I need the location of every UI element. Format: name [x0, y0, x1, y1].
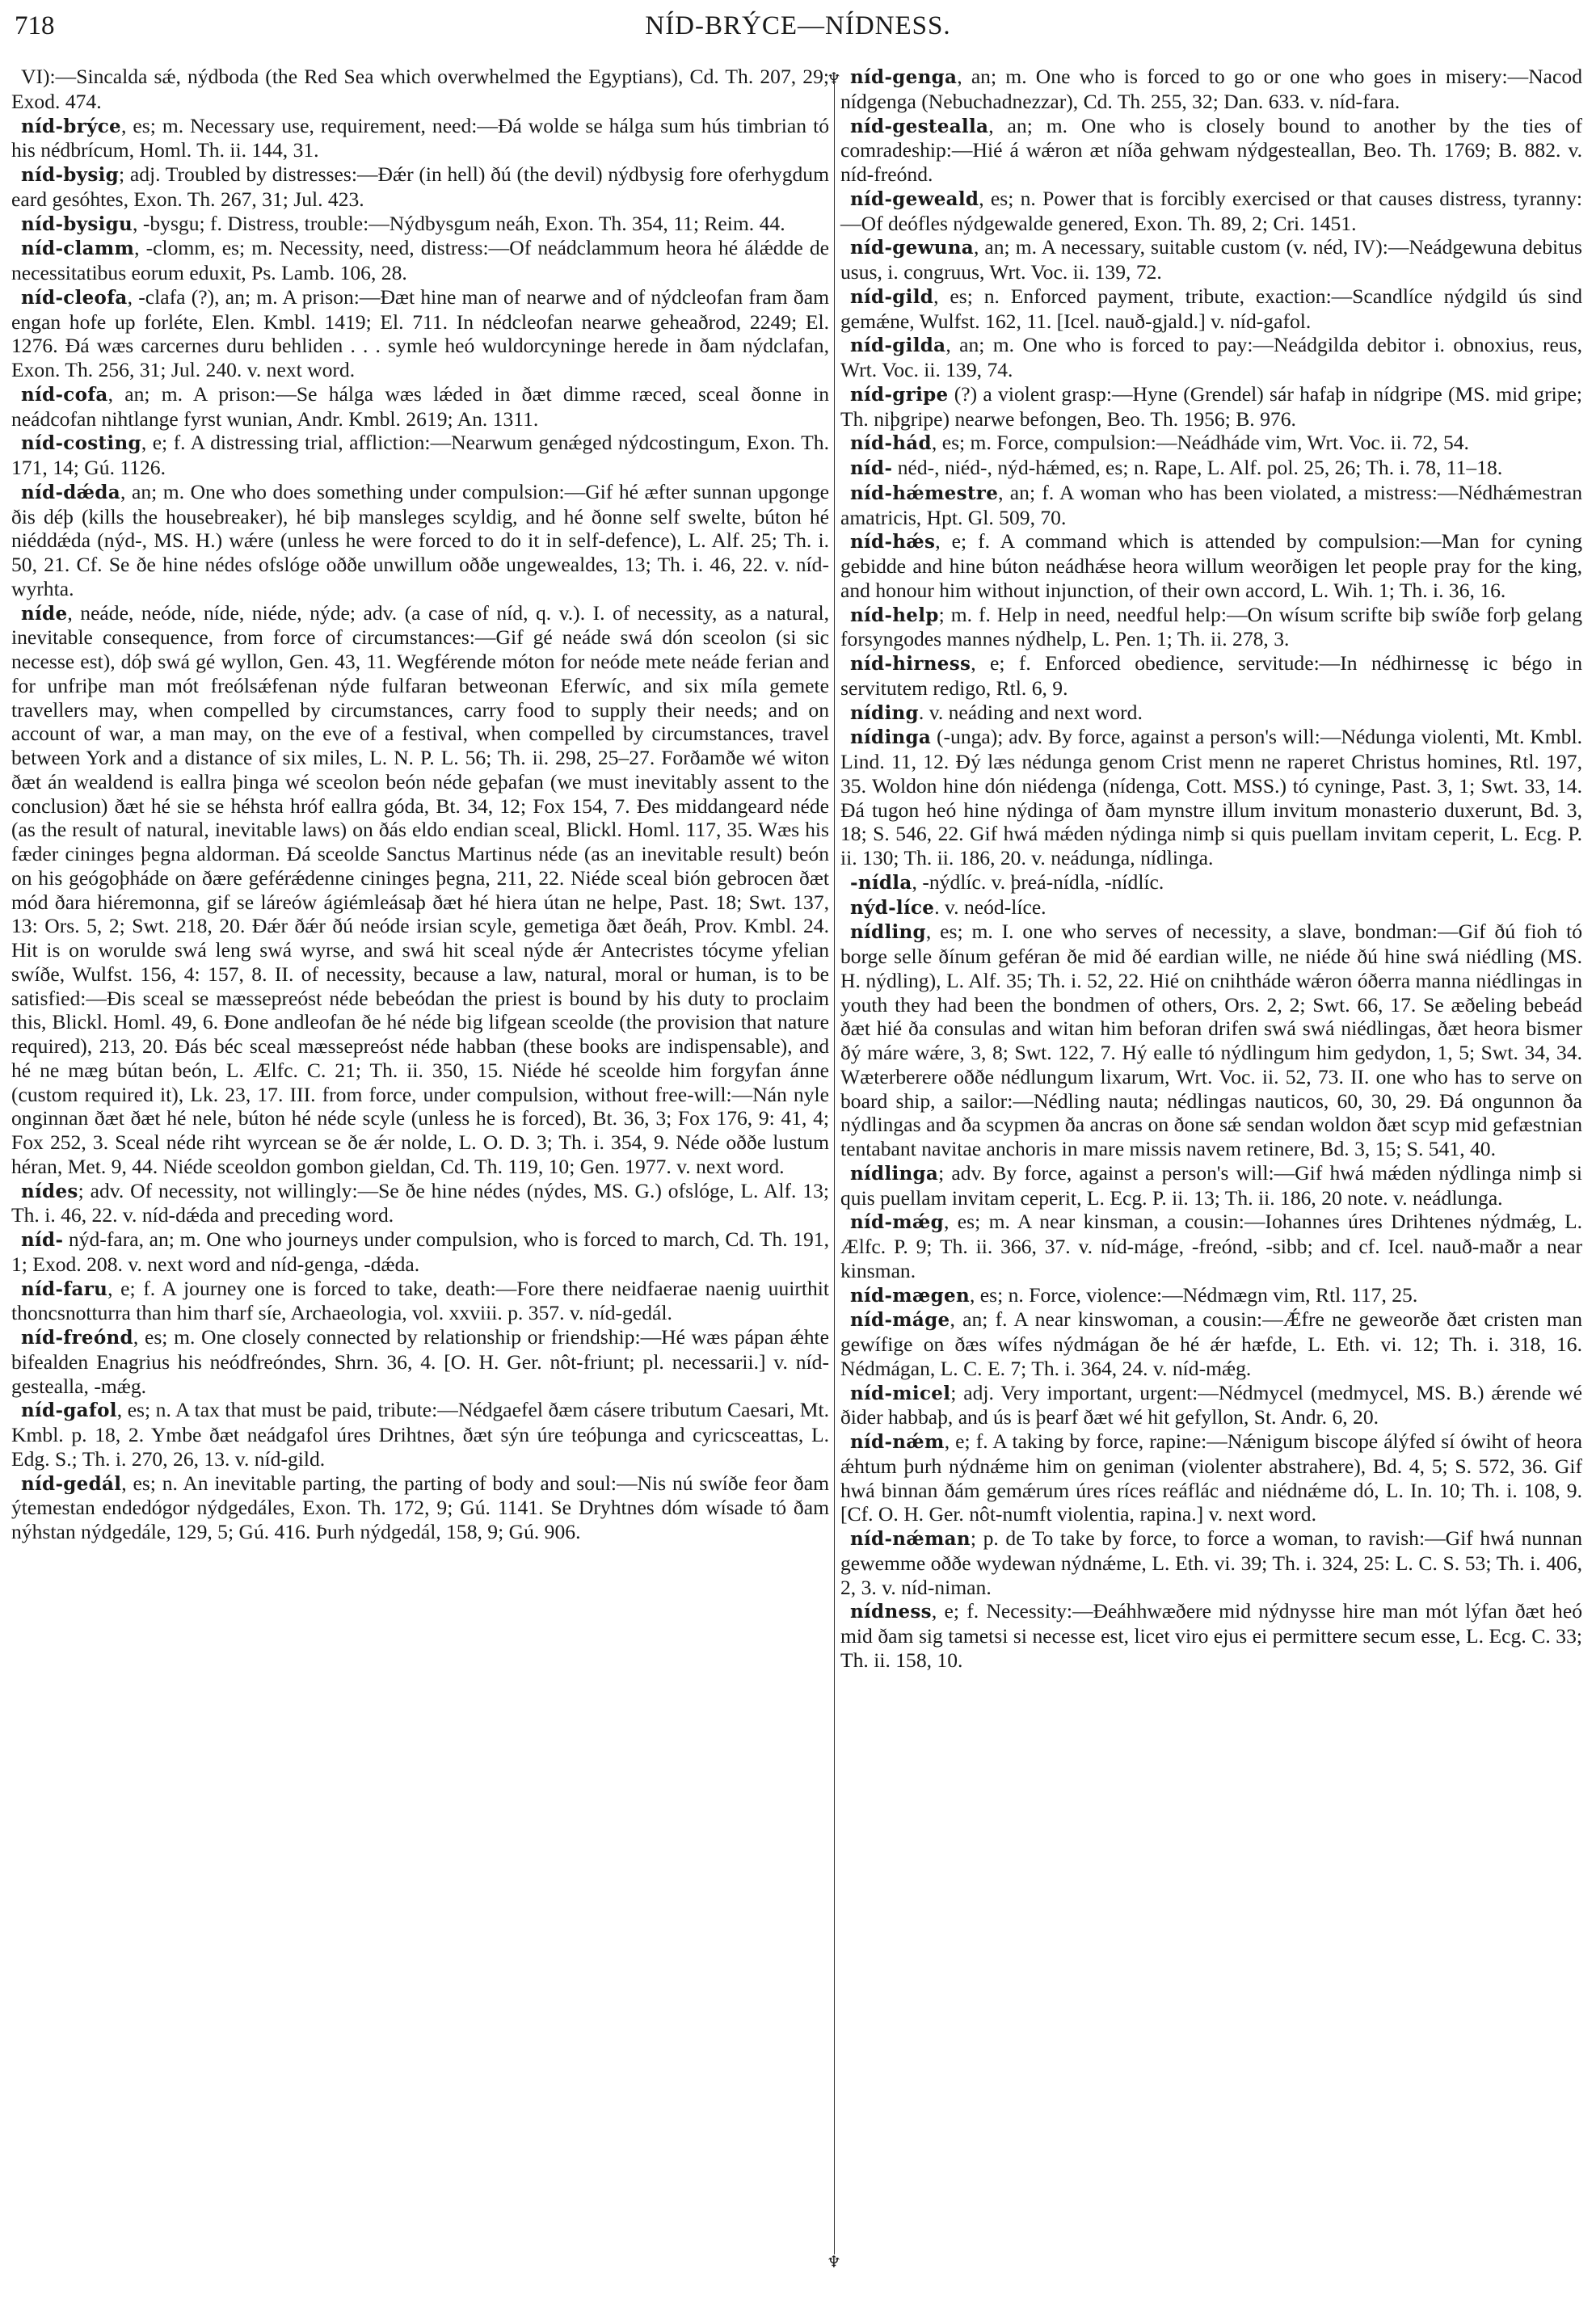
column-ornament-top-icon: ♆	[827, 70, 841, 88]
entry-headword: níd-hǽmestre	[850, 482, 999, 504]
running-title: NÍD-BRÝCE—NÍDNESS.	[645, 11, 951, 40]
entry-headword: níd-bysig	[21, 164, 120, 186]
entry-headword: níd-gestealla	[850, 115, 989, 137]
entry-headword: níd-faru	[21, 1278, 108, 1300]
entry-definition: , an; m. A necessary, suitable custom (v. néd, IV):—Neádgewuna debitus usus, i. congruus, Wrt. Voc. ii. 139, 72.	[840, 235, 1582, 284]
page-header	[15, 11, 1581, 47]
dictionary-entry	[11, 1325, 829, 1398]
entry-headword: níd-genga	[850, 66, 958, 88]
entry-headword: níd-cleofa	[21, 286, 128, 309]
entry-definition: , e; f. A journey one is forced to take, death:—Fore there neidfaerae naenig uuirthit thoncsnotturra than him tharf síe, Archaeologia, vol. xxviii. p. 357. v. níd-gedál.	[11, 1276, 829, 1325]
dictionary-entry	[840, 529, 1582, 602]
entry-definition: , -bysgu; f. Distress, trouble:—Nýdbysgum neáh, Exon. Th. 354, 11; Reim. 44.	[133, 211, 785, 235]
entry-definition: ; adj. Troubled by distresses:—Ðǽr (in hell) ðú (the devil) nýdbysig fore oferhygdum eard gesóhtes, Exon. Th. 267, 31; Jul. 423.	[11, 162, 829, 211]
dictionary-entry	[840, 920, 1582, 1161]
dictionary-entry	[11, 601, 829, 1179]
entry-definition: (?) a violent grasp:—Hyne (Grendel) sár hafaþ in nídgripe (MS. mid gripe; Th. niþgripe) nearwe befongen, Beo. Th. 1956; B. 976.	[840, 381, 1582, 431]
entry-definition: ; adv. Of necessity, not willingly:—Se ðe hine nédes (nýdes, MS. G.) ofslóge, L. Alf. 13; Th. i. 46, 22. v. níd-dǽda and preceding word.	[11, 1178, 829, 1227]
dictionary-entry	[840, 1599, 1582, 1672]
entry-headword: níd-gafol	[21, 1400, 117, 1422]
entry-headword: nídness	[850, 1601, 932, 1623]
dictionary-entry	[840, 1429, 1582, 1526]
entry-headword: níd-gild	[850, 285, 934, 308]
entry-definition: , e; f. Necessity:—Ðeáhhwæðere mid nýdnysse hire man mót lýfan ðæt heó mid ðam sig tametsi si necesse est, licet viro ejus ei permittere secum esse, L. Ecg. C. 33; Th. ii. 158, 10.	[840, 1599, 1582, 1672]
dictionary-entry	[840, 65, 1582, 114]
entry-headword: níd-help	[850, 604, 939, 626]
entry-headword: níd-máge	[850, 1309, 950, 1332]
entry-definition: , an; f. A near kinswoman, a cousin:—Ǽfre ne geweorðe ðæt cristen man gewífige on ðæs wífes nýdmágan ðe hé ǽr hæfde, L. Eth. vi. 12; Th. i. 318, 16. Nédmágan, L. C. E. 7; Th. i. 364, 24. v. níd-mǽg.	[840, 1307, 1582, 1380]
dictionary-entry	[11, 236, 829, 285]
right-column	[840, 65, 1582, 1673]
entry-definition: , es; n. Enforced payment, tribute, exaction:—Scandlíce nýdgild ús sind gemǽne, Wulfst. 162, 11. [Icel. nauð-gjald.] v. níd-gafol.	[840, 284, 1582, 333]
entry-headword: nídlinga	[850, 1162, 939, 1185]
dictionary-entry	[840, 431, 1582, 456]
entry-headword: níd-hǽs	[850, 531, 936, 554]
entry-headword: níd-	[850, 457, 893, 479]
dictionary-entry	[840, 1161, 1582, 1210]
dictionary-entry	[840, 1526, 1582, 1599]
entry-headword: nídling	[850, 921, 926, 944]
entry-definition: , e; f. A distressing trial, affliction:—Nearwum genǽged nýdcostingum, Exon. Th. 171, 14; Gú. 1126.	[11, 431, 829, 479]
dictionary-entry	[840, 114, 1582, 187]
dictionary-entry	[11, 162, 829, 212]
dictionary-entry	[840, 895, 1582, 920]
dictionary-entry	[11, 65, 829, 114]
entry-definition: , e; f. A taking by force, rapine:—Nǽnigum biscope álýfed sí ówiht of heora ǽhtum þurh nýdnǽme him on geniman (violenter abstrahere), Bd. 4, 5; S. 572, 36. Gif hwá binnan ðám gemǽrum úres ríces reáflác and niédnǽme dó, L. In. 10; Th. i. 108, 9. [Cf. O. H. Ger. nôt-numft violentia, rapina.] v. next word.	[840, 1429, 1582, 1526]
dictionary-entry	[840, 481, 1582, 530]
entry-definition: VI):—Sincalda sǽ, nýdboda (the Red Sea which overwhelmed the Egyptians), Cd. Th. 207, 29; Exod. 474.	[11, 65, 829, 113]
entry-headword: níd-geweald	[850, 187, 979, 210]
entry-definition: ; adv. By force, against a person's will:—Gif hwá mǽden nýdlinga nimþ si quis puellam invitam ceperit, L. Ecg. P. ii. 13; Th. ii. 186, 20 note. v. neádlunga.	[840, 1160, 1582, 1210]
entry-definition: , an; m. One who is forced to pay:—Neádgilda debitor i. obnoxius, reus, Wrt. Voc. ii. 139, 74.	[840, 333, 1582, 381]
entry-headword: níd-bysigu	[21, 213, 133, 235]
entry-headword: níde	[21, 602, 68, 625]
page-number: 718	[15, 11, 55, 40]
dictionary-entry	[840, 1283, 1582, 1308]
entry-headword: -nídla	[850, 871, 912, 894]
entry-definition: , e; f. A command which is attended by compulsion:—Man for cyning gebidde and hine búton neádhǽse heora willum weorðigen let people pray for the king, and honour him without injunction, of their own accord, L. Wih. 1; Th. i. 36, 16.	[840, 529, 1582, 602]
dictionary-entry	[11, 114, 829, 163]
entry-definition: , -nýdlíc. v. þreá-nídla, -nídlíc.	[912, 869, 1164, 894]
entry-definition: , an; m. A prison:—Se hálga wæs lǽded in ðæt dimme ræced, sceal ðonne in neádcofan nihtlange fyrst wunian, Andr. Kmbl. 2619; An. 1311.	[11, 381, 829, 431]
dictionary-entry	[840, 333, 1582, 382]
dictionary-entry	[840, 235, 1582, 284]
entry-headword: níd-mǽg	[850, 1211, 945, 1234]
entry-headword: níding	[850, 701, 919, 724]
entry-headword: níd-nǽman	[850, 1528, 971, 1550]
entry-definition: , es; m. A near kinsman, a cousin:—Iohannes úres Drihtenes nýdmǽg, L. Ælfc. P. 9; Th. ii. 366, 37. v. níd-máge, -freónd, -sibb; and cf. Icel. nauð-maðr a near kinsman.	[840, 1210, 1582, 1282]
entry-headword: níd-hirness	[850, 653, 971, 675]
entry-headword: níd-hád	[850, 432, 932, 455]
entry-definition: , neáde, neóde, níde, niéde, nýde; adv. (a case of níd, q. v.). I. of necessity, as a natural, inevitable consequence, from force of circumstances:—Gif gé neáde swá dón sceolon (si sic necesse est), dóþ swá gé wyllon, Gen. 43, 11. Wegférende móton for neóde mete neáde ferian and for unfriþe man mót freólsǽfenan nýde fulfaran betweonan Eferwíc, and six míla gemete travellers may, when compelled by circumstances, carry food to supply their needs; and on account of war, a man may, on the eve of a festival, when compelled by circumstances, travel between York and a distance of six miles, L. N. P. L. 56; Th. ii. 298, 25–27. Forðamðe wé witon ðæt án wealdend is eallra þinga wé sceolon beón néde geþafan (we must inevitably assent to the conclusion) ðæt hé sie se héhsta hróf eallra góda, Bt. 34, 12; Fox 154, 7. Ðes middangeard néde (as the result of natural, inevitable laws) on ðás eldo endian sceal, Blickl. Homl. 117, 35. Wæs his fæder cininges þegna aldorman. Ðá sceolde Sanctus Martinus néde (as an inevitable result) beón on his geógoþháde on ðære geférǽdenne cininges þegna, 211, 22. Niéde sceal bión gebrocen ðæt mód ðara hiéremonna, gif se láreów ágiémleásaþ ðæt hé hiera útan ne helpe, Past. 18; Swt. 137, 13: Ors. 5, 2; Swt. 218, 20. Ðǽr ðǽr ðú neóde irsian scyle, gemetiga ðæt ðeáh, Prov. Kmbl. 24. Hit is on worulde swá leng swá wyrse, and swá hit sceal nýde ǽr Antecristes tócyme yfelian swíðe, Wulfst. 156, 4: 157, 8. II. of necessity, because a law, natural, moral or human, is to be satisfied:—Ðis sceal se mæssepreóst néde bebeódan the priest is bound by his duty to proclaim this, Blickl. Homl. 49, 6. Ðone andleofan ðe hé néde big lifgean sceolde (the provision that nature required), 213, 20. Ðás béc sceal mæssepreóst néde habban (these books are indispensable), and hé ne mæg bútan beón, L. Ælfc. C. 21; Th. ii. 350, 15. Niéde hé sceolde him forgyfan ánne (custom required it), Lk. 23, 17. III. from force, under compulsion, without free-will:—Nán nyle onginnan ðæt ðæt hé nele, búton hé néde scyle (unless he is forced), Bt. 36, 3; Fox 176, 9: 41, 4; Fox 252, 3. Sceal néde riht wyrcean se ðe ǽr nolde, L. O. D. 3; Th. i. 354, 9. Néde oððe lustum héran, Met. 9, 44. Niéde sceoldon gombon gieldan, Cd. Th. 119, 10; Gen. 1977. v. next word.	[11, 600, 829, 1178]
entry-headword: níd-micel	[850, 1382, 951, 1404]
entry-definition: , es; n. Force, violence:—Nédmægn vim, Rtl. 117, 25.	[970, 1282, 1418, 1307]
entry-definition: , -clomm, es; m. Necessity, need, distress:—Of neádclammum heora hé álǽdde de necessitatibus eorum eduxit, Ps. Lamb. 106, 28.	[11, 236, 829, 284]
entry-headword: níd-brýce	[21, 115, 121, 137]
entry-definition: , es; n. A tax that must be paid, tribute:—Nédgaefel ðæm cásere tributum Caesari, Mt. Kmbl. p. 18, 2. Ymbe ðæt neádgafol úres Drihtnes, ðæt sýn úre teóþunga and cyricsceattas, L. Edg. S.; Th. i. 270, 26, 13. v. níd-gild.	[11, 1398, 829, 1471]
entry-headword: níd-costing	[21, 432, 141, 455]
entry-headword: níd-cofa	[21, 383, 108, 406]
dictionary-entry	[11, 1398, 829, 1471]
dictionary-entry	[11, 212, 829, 237]
dictionary-entry	[840, 1381, 1582, 1430]
entry-definition: ; adj. Very important, urgent:—Nédmycel (medmycel, MS. B.) ǽrende wé ðider habbaþ, and ús is þearf ðæt wé hit gefyllon, St. Andr. 6, 20.	[840, 1380, 1582, 1429]
entry-definition: ; m. f. Help in need, needful help:—On wísum scrifte biþ swíðe forþ gelang forsyngodes mannes nýdhelp, L. Pen. 1; Th. ii. 278, 3.	[840, 602, 1582, 651]
column-ornament-bottom-icon: ♆	[827, 2254, 841, 2271]
entry-definition: , es; m. Force, compulsion:—Neádháde vim, Wrt. Voc. ii. 72, 54.	[931, 431, 1469, 455]
entry-headword: nýd-líce	[850, 896, 935, 919]
entry-headword: níd-	[21, 1229, 64, 1251]
dictionary-entry	[11, 382, 829, 431]
dictionary-entry	[11, 480, 829, 601]
entry-definition: , es; m. Necessary use, requirement, need:—Ðá wolde se hálga sum hús timbrian tó his nédbrícum, Homl. Th. ii. 144, 31.	[11, 113, 829, 162]
entry-definition: , es; m. I. one who serves of necessity, a slave, bondman:—Gif ðú fioh tó borge selle ðínum geféran ðe mid ðé eardian wille, ne niéde ðú hine swá niédling (MS. H. nýdling), L. Alf. 35; Th. i. 52, 22. Hié on cnihtháde wǽron óðerra manna niédlingas in youth they had been the bondmen of others, Ors. 2, 2; Swt. 66, 17. Se æðeling bebeád ðæt hié ða consulas and witan him beforan drifen swá swá niédlingas, ðæt heora bismer ðý máre wǽre, 3, 8; Swt. 122, 7. Hý ealle tó nýdlingum him gedydon, 1, 5; Swt. 34, 34. Wæterberere oððe nédlungum lixarum, Wrt. Voc. ii. 52, 73. II. one who has to serve on board ship, a sailor:—Nédling nauta; nédlingas nauticos, 60, 30, 29. Ðá ongunnon ða nýdlingas and ða scypmen ða ancras on ðone sǽ sendan woldon ðæt scyp mid gefæstnian tentabant navitae anchoris in mare missis navem retinere, Bd. 3, 15; S. 541, 40.	[840, 920, 1582, 1160]
dictionary-entry	[11, 431, 829, 480]
entry-headword: níd-gewuna	[850, 237, 974, 259]
entry-headword: níd-gilda	[850, 335, 946, 357]
entry-definition: . v. neód-líce.	[934, 895, 1046, 919]
dictionary-entry	[11, 1227, 829, 1277]
entry-headword: níd-freónd	[21, 1327, 133, 1349]
entry-definition: , an; f. A woman who has been violated, a mistress:—Nédhǽmestran amatricis, Hpt. Gl. 509, 70.	[840, 480, 1582, 529]
entry-definition: ; p. de To take by force, to force a woman, to ravish:—Gif hwá nunnan gewemme oððe wydewan nýdnǽme, L. Eth. vi. 39; Th. i. 324, 25: L. C. S. 53; Th. i. 406, 2, 3. v. níd-niman.	[840, 1526, 1582, 1599]
dictionary-entry	[840, 651, 1582, 701]
entry-headword: níd-mægen	[850, 1284, 970, 1307]
dictionary-entry	[11, 1471, 829, 1544]
entry-headword: nídinga	[850, 726, 932, 749]
entry-definition: , es; m. One closely connected by relationship or friendship:—Hé wæs pápan ǽhte bifealden Enagrius his neódfreóndes, Shrn. 36, 4. [O. H. Ger. nôt-friunt; pl. necessarii.] v. níd-gestealla, -mǽg.	[11, 1325, 829, 1398]
entry-headword: níd-nǽm	[850, 1431, 945, 1453]
entry-definition: , an; m. One who is forced to go or one who goes in misery:—Nacod nídgenga (Nebuchadnezzar), Cd. Th. 255, 32; Dan. 633. v. níd-fara.	[840, 65, 1582, 113]
entry-definition: . v. neáding and next word.	[918, 700, 1143, 724]
left-column	[11, 65, 829, 1544]
column-divider	[834, 81, 835, 2254]
dictionary-entry	[840, 187, 1582, 236]
dictionary-entry	[11, 1179, 829, 1228]
entry-definition: , -clafa (?), an; m. A prison:—Ðæt hine man of nearwe and of nýdcleofan fram ðam engan hofe up forléte, Elen. Kmbl. 1419; El. 711. In nédcleofan nearwe geheaðrod, 2249; El. 1276. Ðá wæs carcernes duru behliden . . . symle heó wuldorcyninge herede in ðam nýdclafan, Exon. Th. 256, 31; Jul. 240. v. next word.	[11, 284, 829, 381]
dictionary-entry	[11, 285, 829, 382]
entry-definition: , es; n. An inevitable parting, the parting of body and soul:—Nis nú swíðe feor ðam ýtemestan endedógor nýdgedáles, Exon. Th. 172, 9; Gú. 1141. Se Dryhtnes dóm wísade tó ðam nýhstan nýdgedále, 129, 5; Gú. 416. Þurh nýdgedál, 158, 9; Gú. 906.	[11, 1471, 829, 1543]
dictionary-entry	[840, 701, 1582, 726]
entry-definition: nýd-fara, an; m. One who journeys under compulsion, who is forced to march, Cd. Th. 191, 1; Exod. 208. v. next word and níd-genga, -dǽda.	[11, 1227, 829, 1276]
entry-definition: , es; n. Power that is forcibly exercised or that causes distress, tyranny:—Of deófles nýdgewalde genered, Exon. Th. 89, 2; Cri. 1451.	[840, 186, 1582, 235]
dictionary-entry	[840, 284, 1582, 334]
dictionary-entry	[840, 870, 1582, 895]
dictionary-entry	[11, 1277, 829, 1326]
entry-headword: níd-gripe	[850, 383, 949, 406]
dictionary-entry	[840, 382, 1582, 431]
entry-headword: nídes	[21, 1180, 78, 1202]
dictionary-entry	[840, 1307, 1582, 1380]
dictionary-entry	[840, 456, 1582, 481]
entry-definition: , e; f. Enforced obedience, servitude:—In nédhirnessę ic bégo in servitutem redigo, Rtl. 6, 9.	[840, 651, 1582, 700]
entry-definition: (-unga); adv. By force, against a person's will:—Nédunga violenti, Mt. Kmbl. Lind. 11, 12. Ðý læs nédunga genom Crist menn ne raperet Christus homines, Rtl. 197, 35. Woldon hine dón niédenga (nídenga, Cott. MSS.) tó cyninge, Past. 3, 1; Swt. 33, 14. Ðá tugon heó hine nýdinga of ðam mynstre illum invitum monasterio duxerunt, Bd. 3, 18; S. 546, 22. Gif hwá mǽden nýdinga nimþ si quis puellam invitam ceperit, L. Ecg. P. ii. 130; Th. ii. 186, 20. v. neádunga, nídlinga.	[840, 725, 1582, 869]
entry-definition: , an; m. One who is closely bound to another by the ties of comradeship:—Hié á wǽron æt níða gehwam nýdgesteallan, Beo. Th. 1769; B. 882. v. níd-freónd.	[840, 113, 1582, 186]
dictionary-entry	[840, 725, 1582, 870]
entry-headword: níd-clamm	[21, 238, 135, 260]
entry-definition: néd-, niéd-, nýd-hǽmed, es; n. Rape, L. Alf. pol. 25, 26; Th. i. 78, 11–18.	[892, 456, 1503, 479]
dictionary-entry	[840, 603, 1582, 652]
dictionary-entry	[840, 1210, 1582, 1282]
entry-headword: níd-gedál	[21, 1472, 122, 1495]
entry-headword: níd-dǽda	[21, 481, 120, 503]
entry-definition: , an; m. One who does something under compulsion:—Gif hé æfter sunnan upgonge ðis déþ (kills the housebreaker), hé biþ mansleges scyldig, and hé ðonne self swelte, búton hé niéddǽda (nýd-, MS. H.) wǽre (unless he were forced to do it in self-defence), L. Alf. 25; Th. i. 50, 21. Cf. Se ðe hine nédes ofslóge oððe unwillum oððe ungewealdes, 13; Th. i. 46, 22. v. níd-wyrhta.	[11, 479, 829, 600]
